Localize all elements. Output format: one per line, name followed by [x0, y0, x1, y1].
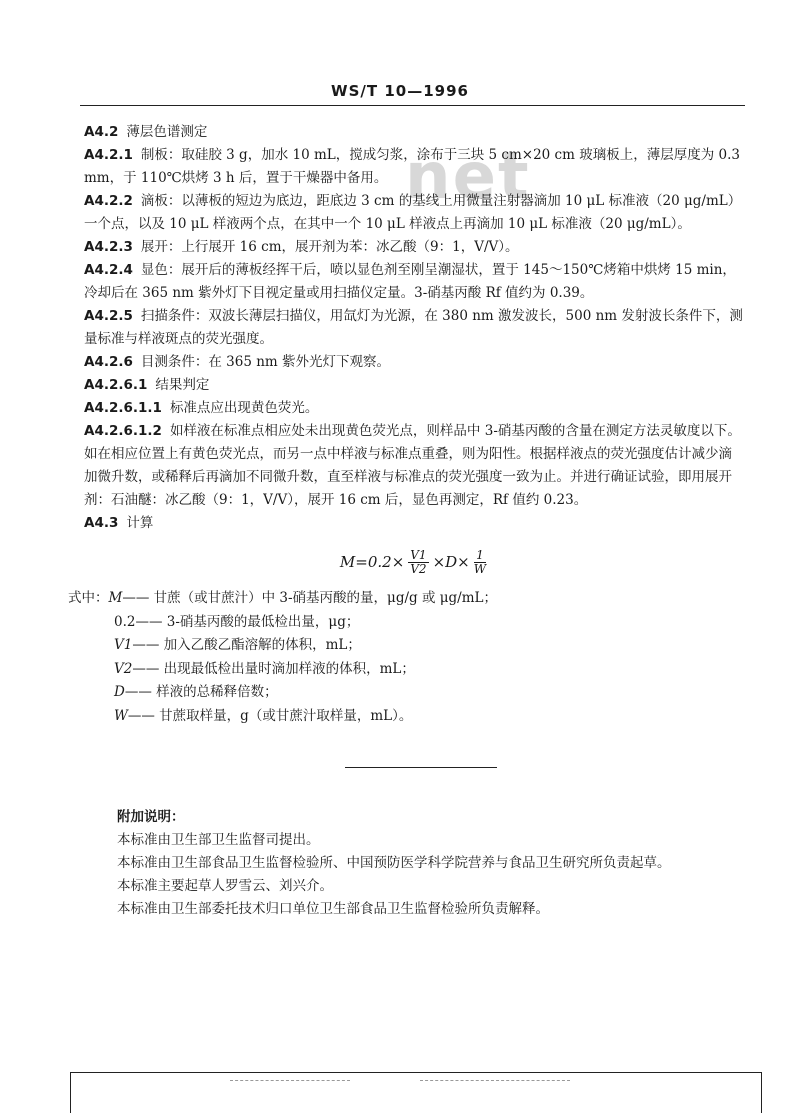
definition-item: [68, 587, 744, 611]
section-code: A4.2.6.1: [84, 377, 148, 393]
footer-frame: [70, 1072, 762, 1113]
formula-lhs: M=0.2×: [339, 552, 405, 571]
end-rule: [345, 767, 497, 768]
formula: [84, 541, 744, 583]
definition-text: —— 甘蔗取样量，g（或甘蔗汁取样量，mL）。: [127, 707, 413, 724]
section-code: A4.2.6.1.2: [84, 423, 162, 439]
section-text: 计算: [126, 515, 154, 531]
definition-text: —— 样液的总稀释倍数；: [124, 684, 278, 700]
section-text: 薄层色谱测定: [126, 124, 208, 140]
definition-symbol: V1: [114, 637, 133, 653]
section-text: 展开：上行展开 16 cm，展开剂为苯：冰乙酸（9：1，V/V）。: [140, 239, 519, 255]
section-text: 扫描条件：双波长薄层扫描仪，用氙灯为光源，在 380 nm 激发波长，500 nm 发射波长条件下，测量标准与样液斑点的荧光强度。: [84, 308, 743, 347]
definition-symbol: M: [108, 590, 123, 606]
definition-text: —— 甘蔗（或甘蔗汁）中 3-硝基丙酸的量，μg/g 或 μg/mL；: [122, 590, 497, 606]
document-body: [68, 121, 744, 728]
section-text: 制板：取硅胶 3 g，加水 10 mL，搅成匀浆，涂布于三块 5 cm×20 cm 玻璃板上，薄层厚度为 0.3 mm，于 110℃烘烤 3 h 后，置于干燥器中备用。: [84, 147, 740, 186]
section-a4-2-5: [84, 305, 744, 351]
additional-notes: [117, 806, 757, 921]
section-text: 滴板：以薄板的短边为底边，距底边 3 cm 的基线上用微量注射器滴加 10 μL 标准液（20 μg/mL）一个点，以及 10 μL 样液两个点，在其中一个 10 μL 样液点上再滴加 10 μL 标准液（20 μg/mL）。: [84, 193, 742, 232]
notes-line: 本标准由卫生部委托技术归口单位卫生部食品卫生监督检验所负责解释。: [117, 901, 549, 917]
section-text: 结果判定: [155, 377, 210, 393]
definition-item: [84, 658, 744, 682]
formula-numerator: V1: [410, 547, 427, 562]
notes-line: 本标准主要起草人罗雪云、刘兴介。: [117, 878, 333, 894]
definition-text: —— 3-硝基丙酸的最低检出量，μg；: [135, 613, 360, 630]
page-header-title: WS/T 10—1996: [331, 82, 469, 100]
section-a4-2-1: [84, 144, 744, 190]
formula-numerator: 1: [476, 547, 484, 562]
section-code: A4.2.6: [84, 354, 133, 370]
definition-text: —— 加入乙酸乙酯溶解的体积，mL；: [132, 637, 361, 653]
section-a4-2-6-1: [84, 374, 744, 397]
notes-title: 附加说明：: [117, 809, 185, 825]
footer-dash: [420, 1080, 570, 1081]
section-a4-3: [84, 512, 744, 535]
section-a4-2-6-1-1: [84, 397, 744, 420]
definitions-intro: 式中：: [68, 590, 109, 606]
section-a4-2-3: [84, 236, 744, 259]
definition-item: [84, 611, 744, 635]
section-code: A4.2.1: [84, 147, 133, 163]
definition-item: [84, 705, 744, 729]
section-a4-2-2: [84, 190, 744, 236]
formula-fraction-v: [408, 549, 428, 576]
formula-middle: ×D×: [432, 552, 470, 571]
notes-line: 本标准由卫生部卫生监督司提出。: [117, 832, 320, 848]
definition-symbol: D: [114, 684, 125, 700]
definition-item: [84, 681, 744, 705]
section-code: A4.2.5: [84, 308, 133, 324]
formula-denominator: W: [473, 561, 487, 576]
notes-line: 本标准由卫生部食品卫生监督检验所、中国预防医学科学院营养与食品卫生研究所负责起草。: [117, 855, 671, 871]
watermark: net: [405, 140, 531, 214]
section-text: 目测条件：在 365 nm 紫外光灯下观察。: [140, 354, 391, 370]
definition-symbol: V2: [114, 660, 133, 677]
definition-item: [84, 634, 744, 658]
section-a4-2-6-1-2: [84, 420, 744, 512]
definition-text: —— 出现最低检出量时滴加样液的体积，mL；: [132, 660, 415, 677]
formula-definitions: [68, 587, 744, 728]
formula-fraction-w: [474, 549, 486, 576]
section-text: 如样液在标准点相应处未出现黄色荧光点，则样品中 3-硝基丙酸的含量在测定方法灵敏度以下。如在相应位置上有黄色荧光点，而另一点中样液与标准点重叠，则为阳性。根据样液点的荧光强度估计减少滴加微升数，或稀释后再滴加不同微升数，直至样液与标准点的荧光强度一致为止。并进行确证试验，即用展开剂：石油醚：冰乙酸（9：1，V/V），展开 16 cm 后，显色再测定，Rf 值约 0.23。: [84, 423, 741, 508]
section-code: A4.2.3: [84, 239, 133, 255]
definition-symbol: W: [114, 707, 128, 724]
section-text: 标准点应出现黄色荧光。: [169, 400, 319, 416]
section-a4-2-4: [84, 259, 744, 305]
section-code: A4.3: [84, 515, 119, 531]
section-code: A4.2.6.1.1: [84, 400, 162, 416]
section-a4-2-6: [84, 351, 744, 374]
section-text: 显色：展开后的薄板经挥干后，喷以显色剂至刚呈潮湿状，置于 145～150℃烤箱中烘烤 15 min，冷却后在 365 nm 紫外灯下目视定量或用扫描仪定量。3-硝基丙酸 Rf 值约为 0.39。: [84, 262, 736, 301]
header-rule: [80, 105, 745, 106]
definition-symbol: 0.2: [114, 613, 136, 630]
section-code: A4.2.2: [84, 193, 133, 209]
footer-dash: [230, 1080, 350, 1081]
formula-denominator: V2: [410, 561, 427, 576]
section-code: A4.2.4: [84, 262, 133, 278]
section-code: A4.2: [84, 124, 119, 140]
section-a4-2: [84, 121, 744, 144]
